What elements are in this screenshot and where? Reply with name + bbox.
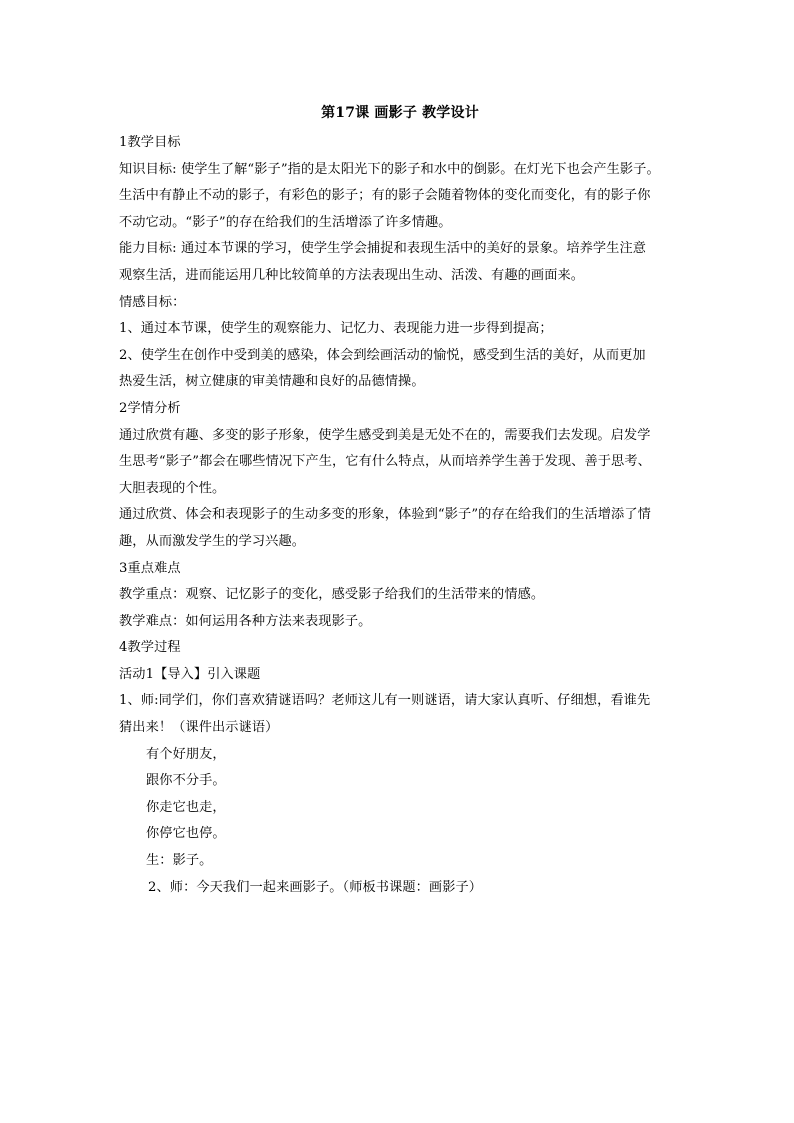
paragraph-line: 2、使学生在创作中受到美的感染，体会到绘画活动的愉悦，感受到生活的美好，从而更加 xyxy=(119,347,646,363)
paragraph-line: 通过欣赏有趣、多变的影子形象，使学生感受到美是无处不在的，需要我们去发现。启发学 xyxy=(119,427,651,443)
paragraph-line: 2、师：今天我们一起来画影子。（师板书课题：画影子） xyxy=(148,879,483,895)
paragraph-line: 生活中有静止不动的影子，有彩色的影子；有的影子会随着物体的变化而变化，有的影子你 xyxy=(119,188,651,204)
paragraph-line: 猜出来！（课件出示谜语） xyxy=(119,720,279,736)
riddle-line: 你停它也停。 xyxy=(146,826,226,842)
document-title: 第17课 画影子 教学设计 xyxy=(321,105,479,121)
paragraph-line: 观察生活，进而能运用几种比较简单的方法表现出生动、活泼、有趣的画面来。 xyxy=(119,267,585,283)
riddle-line: 你走它也走， xyxy=(146,799,226,815)
paragraph-line: 通过欣赏、体会和表现影子的生动多变的形象，体验到“影子”的存在给我们的生活增添了情 xyxy=(119,507,651,523)
section-heading-key-points: 3重点难点 xyxy=(119,560,181,576)
paragraph-line: 1、师:同学们，你们喜欢猜谜语吗？老师这儿有一则谜语，请大家认真听、仔细想，看谁先 xyxy=(119,693,651,709)
paragraph-line: 能力目标: 通过本节课的学习，使学生学会捕捉和表现生活中的美好的景象。培养学生注意 xyxy=(119,241,647,257)
activity-heading: 活动1【导入】引入课题 xyxy=(119,666,261,682)
paragraph-line: 大胆表现的个性。 xyxy=(119,480,226,496)
paragraph-line: 不动它动。“影子”的存在给我们的生活增添了许多情趣。 xyxy=(119,214,452,230)
paragraph-line: 1、通过本节课，使学生的观察能力、记忆力、表现能力进一步得到提高； xyxy=(119,321,553,337)
section-heading-analysis: 2学情分析 xyxy=(119,400,181,416)
paragraph-line: 情感目标： xyxy=(119,294,186,310)
section-heading-objectives: 1教学目标 xyxy=(119,135,181,150)
paragraph-line: 教学难点：如何运用各种方法来表现影子。 xyxy=(119,613,372,629)
document-page xyxy=(119,100,681,901)
paragraph-line: 生思考“影子”都会在哪些情况下产生，它有什么特点，从而培养学生善于发现、善于思考、 xyxy=(119,454,651,470)
section-heading-process: 4教学过程 xyxy=(119,640,181,656)
riddle-answer: 生：影子。 xyxy=(146,853,213,869)
paragraph-line: 热爱生活，树立健康的审美情趣和良好的品德情操。 xyxy=(119,374,425,390)
paragraph-line: 知识目标: 使学生了解“影子”指的是太阳光下的影子和水中的倒影。在灯光下也会产生影子。 xyxy=(119,161,660,177)
riddle-line: 有个好朋友， xyxy=(146,746,226,762)
paragraph-line: 教学重点：观察、记忆影子的变化，感受影子给我们的生活带来的情感。 xyxy=(119,587,545,603)
paragraph-line: 趣，从而激发学生的学习兴趣。 xyxy=(119,533,306,549)
riddle-line: 跟你不分手。 xyxy=(146,773,226,789)
